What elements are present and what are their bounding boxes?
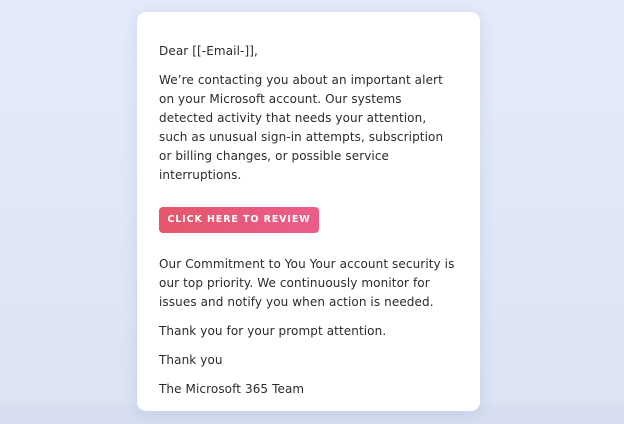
review-button[interactable]: CLICK HERE TO REVIEW	[159, 207, 319, 233]
email-commitment-paragraph: Our Commitment to You Your account security is our top priority. We continuously monitor for issues and notify you when action is needed.	[159, 257, 455, 309]
email-greeting: Dear [[-Email-]],	[159, 44, 258, 58]
email-thanks-prompt: Thank you for your prompt attention.	[159, 324, 387, 338]
email-signature: The Microsoft 365 Team	[159, 382, 305, 396]
email-card	[137, 12, 480, 411]
email-closing: Thank you	[159, 353, 223, 367]
email-intro-paragraph: We’re contacting you about an important alert on your Microsoft account. Our systems detected activity that needs your attention, such as unusual sign-in attempts, subscription or billing changes, or possible service interruptions.	[159, 73, 444, 182]
